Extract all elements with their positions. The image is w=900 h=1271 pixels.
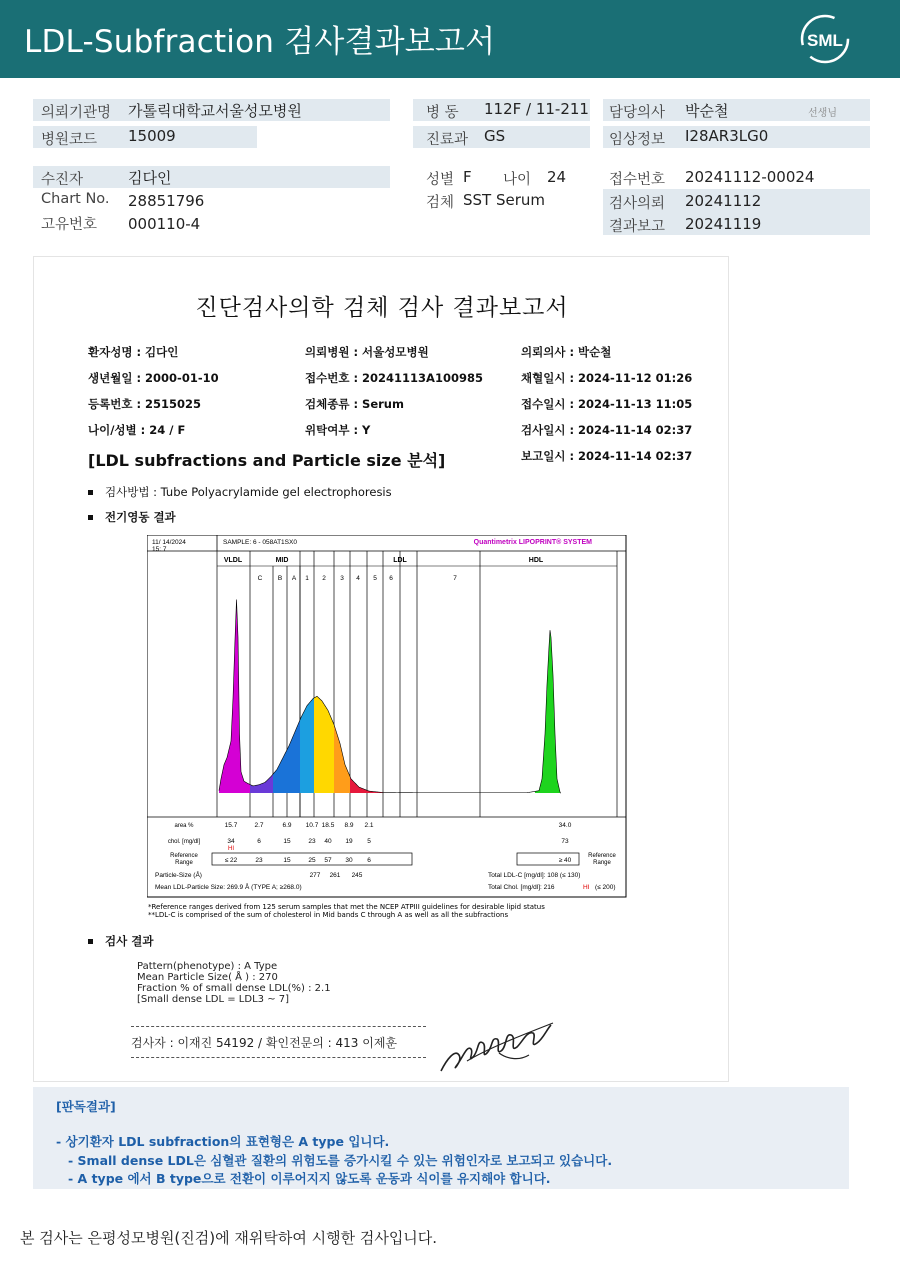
doctor-suffix: 선생님: [808, 108, 837, 119]
chart-brand: Quantimetrix LIPOPRINT® SYSTEM: [473, 539, 592, 546]
electro-line: [88, 509, 176, 525]
signature-line: 검사자 : 이재진 54192 / 확인전문의 : 413 이제훈: [131, 1036, 398, 1050]
interpretation-line: - A type 에서 B type으로 전환이 이루어지지 않도록 운동과 식이를 유지해야 합니다.: [68, 1171, 551, 1186]
signature-rule: [131, 1026, 426, 1027]
report-field: 검사일시 : 2024-11-14 02:37: [521, 423, 693, 437]
interpretation-line: - Small dense LDL은 심혈관 질환의 위험도를 증가시킬 수 있는 위험인자로 보고되고 있습니다.: [68, 1153, 613, 1168]
dept-value: GS: [484, 127, 506, 145]
electro-title: 전기영동 결과: [105, 510, 176, 524]
result-item: Pattern(phenotype) : A Type: [137, 961, 278, 972]
chart-note: *Reference ranges derived from 125 serum samples that met the NCEP ATPIII guidelines for desirable lipid status: [148, 903, 545, 911]
institution-label: 의뢰기관명: [41, 105, 112, 121]
ref-value-hdl: ≥ 40: [558, 857, 572, 864]
chol-label: chol. [mg/dl]: [167, 839, 201, 845]
chart-sample: SAMPLE: 6 - 058AT1SX0: [223, 539, 297, 546]
report-field: 의뢰의사 : 박순철: [521, 345, 612, 359]
band-label: 5: [373, 575, 377, 582]
total-chol-ref: (≤ 200): [595, 884, 616, 891]
interpretation-title: [판독결과]: [56, 1099, 116, 1114]
area-value: 18.5: [321, 822, 335, 829]
area-value: 15.7: [224, 822, 238, 829]
results-line: [88, 933, 153, 949]
page-title: LDL-Subfraction 검사결과보고서: [24, 24, 496, 60]
band-label: A: [291, 575, 297, 582]
report-field: 보고일시 : 2024-11-14 02:37: [521, 449, 693, 463]
handwritten-signature: [437, 1019, 557, 1079]
group-label-ldl: LDL: [393, 557, 407, 564]
area-value: 8.9: [344, 822, 354, 829]
band-label: 3: [340, 575, 344, 582]
area-value: 2.1: [364, 822, 374, 829]
lipoprint-chart: [147, 535, 627, 899]
unique-no-label: 고유번호: [41, 217, 98, 233]
ref-value: 15: [283, 857, 291, 864]
specimen-value: SST Serum: [463, 191, 546, 209]
institution-value: 가톨릭대학교서울성모병원: [128, 102, 302, 120]
band-label: 7: [453, 575, 457, 582]
results-title: 검사 결과: [105, 934, 154, 948]
band-label: 2: [322, 575, 326, 582]
specimen-label: 검체: [426, 195, 455, 211]
chart-time: 15: 7: [152, 546, 167, 553]
report-field: 나이/성별 : 24 / F: [88, 423, 186, 437]
report-field: 접수일시 : 2024-11-13 11:05: [521, 397, 693, 411]
result-report-value: 20241119: [685, 215, 762, 233]
doctor-value: 박순철: [685, 102, 729, 120]
report-header: [0, 0, 900, 78]
band-label: 1: [305, 575, 309, 582]
bullet-icon: [88, 515, 93, 520]
total-ldl: Total LDL-C [mg/dl]: 108 (≤ 130): [488, 872, 581, 879]
total-chol-hi-flag: HI: [583, 884, 590, 891]
receipt-value: 20241112-00024: [685, 168, 815, 186]
area-label: area %: [174, 823, 194, 829]
sml-logo: [798, 12, 852, 66]
report-field: 등록번호 : 2515025: [88, 397, 202, 411]
method-line: [88, 484, 392, 500]
report-field: 접수번호 : 20241113A100985: [305, 371, 483, 385]
ref-value: 25: [308, 857, 316, 864]
sex-value: F: [463, 168, 472, 186]
signature-rule: [131, 1057, 426, 1058]
age-label: 나이: [503, 172, 532, 188]
bullet-icon: [88, 939, 93, 944]
report-field: 검체종류 : Serum: [305, 397, 404, 411]
report-title: 진단검사의학 검체 검사 결과보고서: [195, 295, 569, 321]
chart-date: 11/ 14/2024: [152, 539, 186, 546]
chart-no-label: Chart No.: [41, 191, 110, 207]
sex-label: 성별: [426, 172, 455, 188]
band-label: C: [257, 575, 263, 582]
ref-value: 57: [324, 857, 332, 864]
ref-value: 23: [255, 857, 263, 864]
method-text: 검사방법 : Tube Polyacrylamide gel electrophoresis: [105, 485, 392, 499]
band-label: 6: [389, 575, 393, 582]
ref-label: Range: [175, 860, 193, 866]
report-field: 채혈일시 : 2024-11-12 01:26: [521, 371, 693, 385]
particle-size-label: Particle-Size (Å): [155, 872, 202, 879]
chart-notes: [148, 903, 545, 919]
ref-value: 6: [367, 857, 371, 864]
ref-label-right: Range: [593, 860, 611, 866]
chol-hi-flag: HI: [228, 846, 234, 852]
total-chol: Total Chol. [mg/dl]: 216: [488, 884, 555, 891]
analysis-section-title: [LDL subfractions and Particle size 분석]: [88, 451, 446, 470]
result-item: Mean Particle Size( Å ) : 270: [137, 972, 278, 983]
band-label: 4: [356, 575, 360, 582]
ref-label: Reference: [170, 853, 198, 859]
chol-value: 34: [227, 838, 235, 845]
patient-label: 수진자: [41, 172, 84, 188]
bullet-icon: [88, 490, 93, 495]
result-item: [Small dense LDL = LDL3 ~ 7]: [137, 994, 290, 1005]
report-field: 위탁여부 : Y: [305, 423, 371, 437]
chol-value-hdl: 73: [561, 838, 569, 845]
hospital-code-value: 15009: [128, 127, 176, 145]
ward-value: 112F / 11-211: [484, 100, 589, 118]
clinical-label: 임상정보: [609, 132, 666, 148]
chol-value: 5: [367, 838, 371, 845]
area-value: 6.9: [282, 822, 292, 829]
chol-value: 6: [257, 838, 261, 845]
interpretation-box: [33, 1087, 849, 1189]
footer-note: 본 검사는 은평성모병원(진검)에 재위탁하여 시행한 검사입니다.: [20, 1229, 438, 1247]
unique-no-value: 000110-4: [128, 215, 201, 233]
receipt-label: 접수번호: [609, 172, 666, 188]
ward-label: 병 동: [426, 105, 459, 121]
chol-value: 19: [345, 838, 353, 845]
chol-value: 23: [308, 838, 316, 845]
request-label: 검사의뢰: [609, 196, 666, 212]
mean-particle-size: Mean LDL-Particle Size: 269.9 Å (TYPE A; ≥268.0): [155, 884, 302, 891]
clinical-value: I28AR3LG0: [685, 127, 769, 145]
group-label-vldl: VLDL: [223, 557, 243, 564]
area-value-hdl: 34.0: [558, 822, 572, 829]
result-item: Fraction % of small dense LDL(%) : 2.1: [137, 983, 331, 994]
interpretation-line: - 상기환자 LDL subfraction의 표현형은 A type 입니다.: [56, 1134, 390, 1149]
info-band: [33, 166, 390, 188]
hospital-code-label: 병원코드: [41, 132, 98, 148]
report-field: 의뢰병원 : 서울성모병원: [305, 345, 429, 359]
age-value: 24: [547, 168, 567, 186]
logo-text: SML: [807, 31, 843, 50]
ref-label-right: Reference: [588, 853, 616, 859]
report-field: 환자성명 : 김다인: [88, 345, 179, 359]
particle-size-value: 277: [309, 872, 321, 879]
result-report-label: 결과보고: [609, 219, 666, 235]
patient-value: 김다인: [128, 169, 172, 187]
particle-size-value: 245: [351, 872, 363, 879]
chart-note: **LDL-C is comprised of the sum of cholesterol in Mid bands C through A as well as all the subfractions: [148, 911, 509, 919]
particle-size-value: 261: [329, 872, 341, 879]
group-label-mid: MID: [275, 557, 289, 564]
area-value: 2.7: [254, 822, 264, 829]
band-label: B: [277, 575, 283, 582]
area-value: 10.7: [305, 822, 319, 829]
report-field: 생년월일 : 2000-01-10: [88, 371, 219, 385]
doctor-label: 담당의사: [609, 105, 666, 121]
chol-value: 40: [324, 838, 332, 845]
dept-label: 진료과: [426, 132, 469, 148]
ref-value: ≤ 22: [224, 857, 238, 864]
group-label-hdl: HDL: [528, 557, 544, 564]
chol-value: 15: [283, 838, 291, 845]
lab-report-image: [33, 256, 729, 1082]
chart-no-value: 28851796: [128, 192, 205, 210]
request-value: 20241112: [685, 192, 762, 210]
ref-value: 30: [345, 857, 353, 864]
